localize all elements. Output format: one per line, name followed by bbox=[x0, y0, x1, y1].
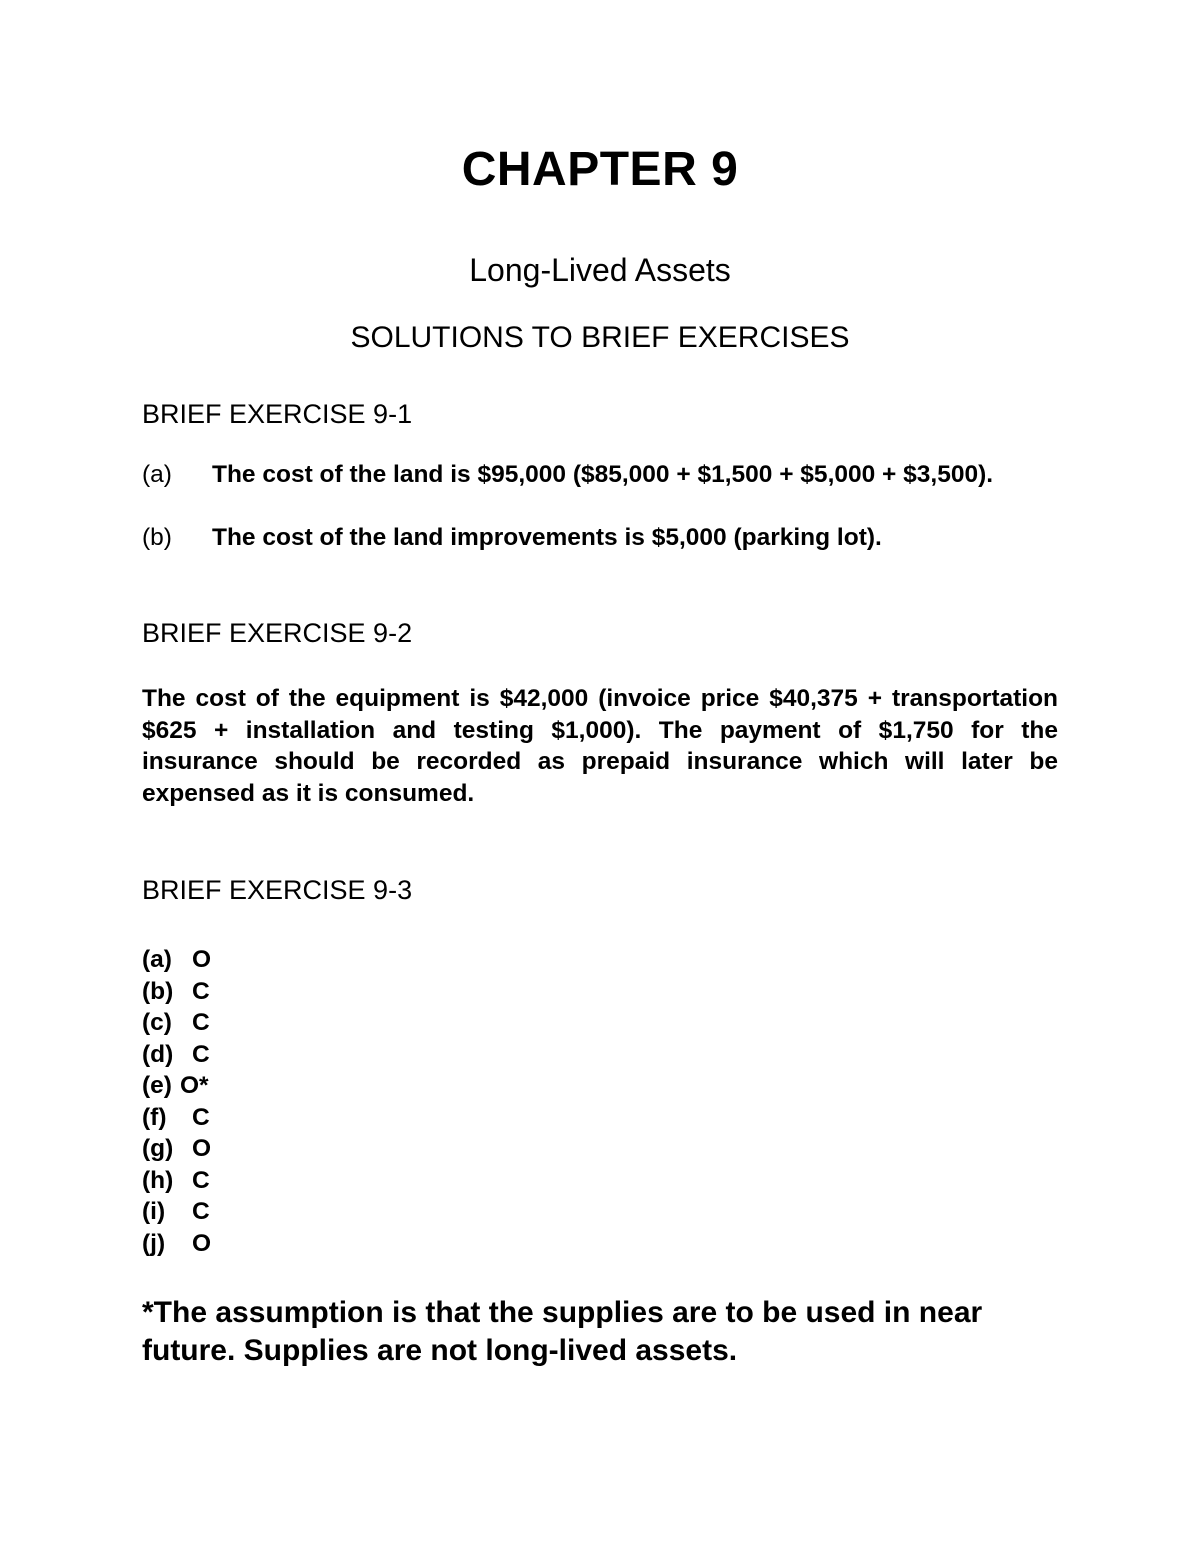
footnote: *The assumption is that the supplies are to be used in near future. Supplies are not long-lived assets. bbox=[142, 1296, 983, 1367]
item-label: (g) bbox=[142, 1135, 174, 1162]
exercise-9-1-item-a bbox=[142, 459, 1058, 491]
list-item bbox=[142, 1007, 211, 1039]
item-value: C bbox=[192, 1103, 210, 1131]
exercise-heading-9-3: BRIEF EXERCISE 9-3 bbox=[142, 875, 413, 905]
item-value: C bbox=[192, 1166, 210, 1194]
exercise-9-1-item-b bbox=[142, 522, 1058, 554]
item-label: (b) bbox=[142, 524, 172, 551]
exercise-9-3-list bbox=[142, 944, 211, 1259]
item-label: (e) bbox=[142, 1072, 172, 1099]
item-label: (i) bbox=[142, 1198, 166, 1225]
item-value: O* bbox=[180, 1072, 209, 1099]
list-item bbox=[142, 944, 211, 976]
item-text: The cost of the land is $95,000 ($85,000 + $1,500 + $5,000 + $3,500). bbox=[212, 461, 994, 488]
item-value: O bbox=[192, 1229, 212, 1257]
list-item bbox=[142, 1196, 211, 1228]
item-text: The cost of the land improvements is $5,000 (parking lot). bbox=[212, 524, 882, 551]
item-value: C bbox=[192, 977, 210, 1005]
item-value: C bbox=[192, 1198, 210, 1225]
list-item bbox=[142, 1070, 211, 1102]
exercise-heading-9-2: BRIEF EXERCISE 9-2 bbox=[142, 618, 413, 648]
chapter-subtitle: Long-Lived Assets bbox=[469, 252, 731, 288]
chapter-title: CHAPTER 9 bbox=[461, 143, 739, 196]
item-label: (a) bbox=[142, 461, 172, 488]
list-item bbox=[142, 1165, 211, 1197]
item-label: (d) bbox=[142, 1040, 174, 1068]
item-value: C bbox=[192, 1040, 210, 1068]
item-label: (f) bbox=[142, 1103, 167, 1131]
item-label: (c) bbox=[142, 1009, 172, 1036]
list-item bbox=[142, 1133, 211, 1165]
item-label: (h) bbox=[142, 1166, 174, 1194]
exercise-heading-9-1: BRIEF EXERCISE 9-1 bbox=[142, 399, 413, 429]
list-item bbox=[142, 1039, 211, 1071]
list-item bbox=[142, 1228, 211, 1260]
exercise-9-2-text: The cost of the equipment is $42,000 (invoice price $40,375 + transportation $625 + installation and testing $1,000). The payment of $1,750 for the insurance should be recorded as prepaid insurance which will later be expensed as it is consumed. bbox=[142, 685, 1058, 807]
item-label: (b) bbox=[142, 977, 174, 1005]
list-item bbox=[142, 1102, 211, 1134]
list-item bbox=[142, 976, 211, 1008]
item-value: O bbox=[192, 1135, 212, 1162]
item-value: O bbox=[192, 946, 212, 973]
item-label: (a) bbox=[142, 946, 172, 973]
item-value: C bbox=[192, 1009, 210, 1036]
section-title: SOLUTIONS TO BRIEF EXERCISES bbox=[350, 321, 850, 354]
item-label: (j) bbox=[142, 1229, 166, 1257]
